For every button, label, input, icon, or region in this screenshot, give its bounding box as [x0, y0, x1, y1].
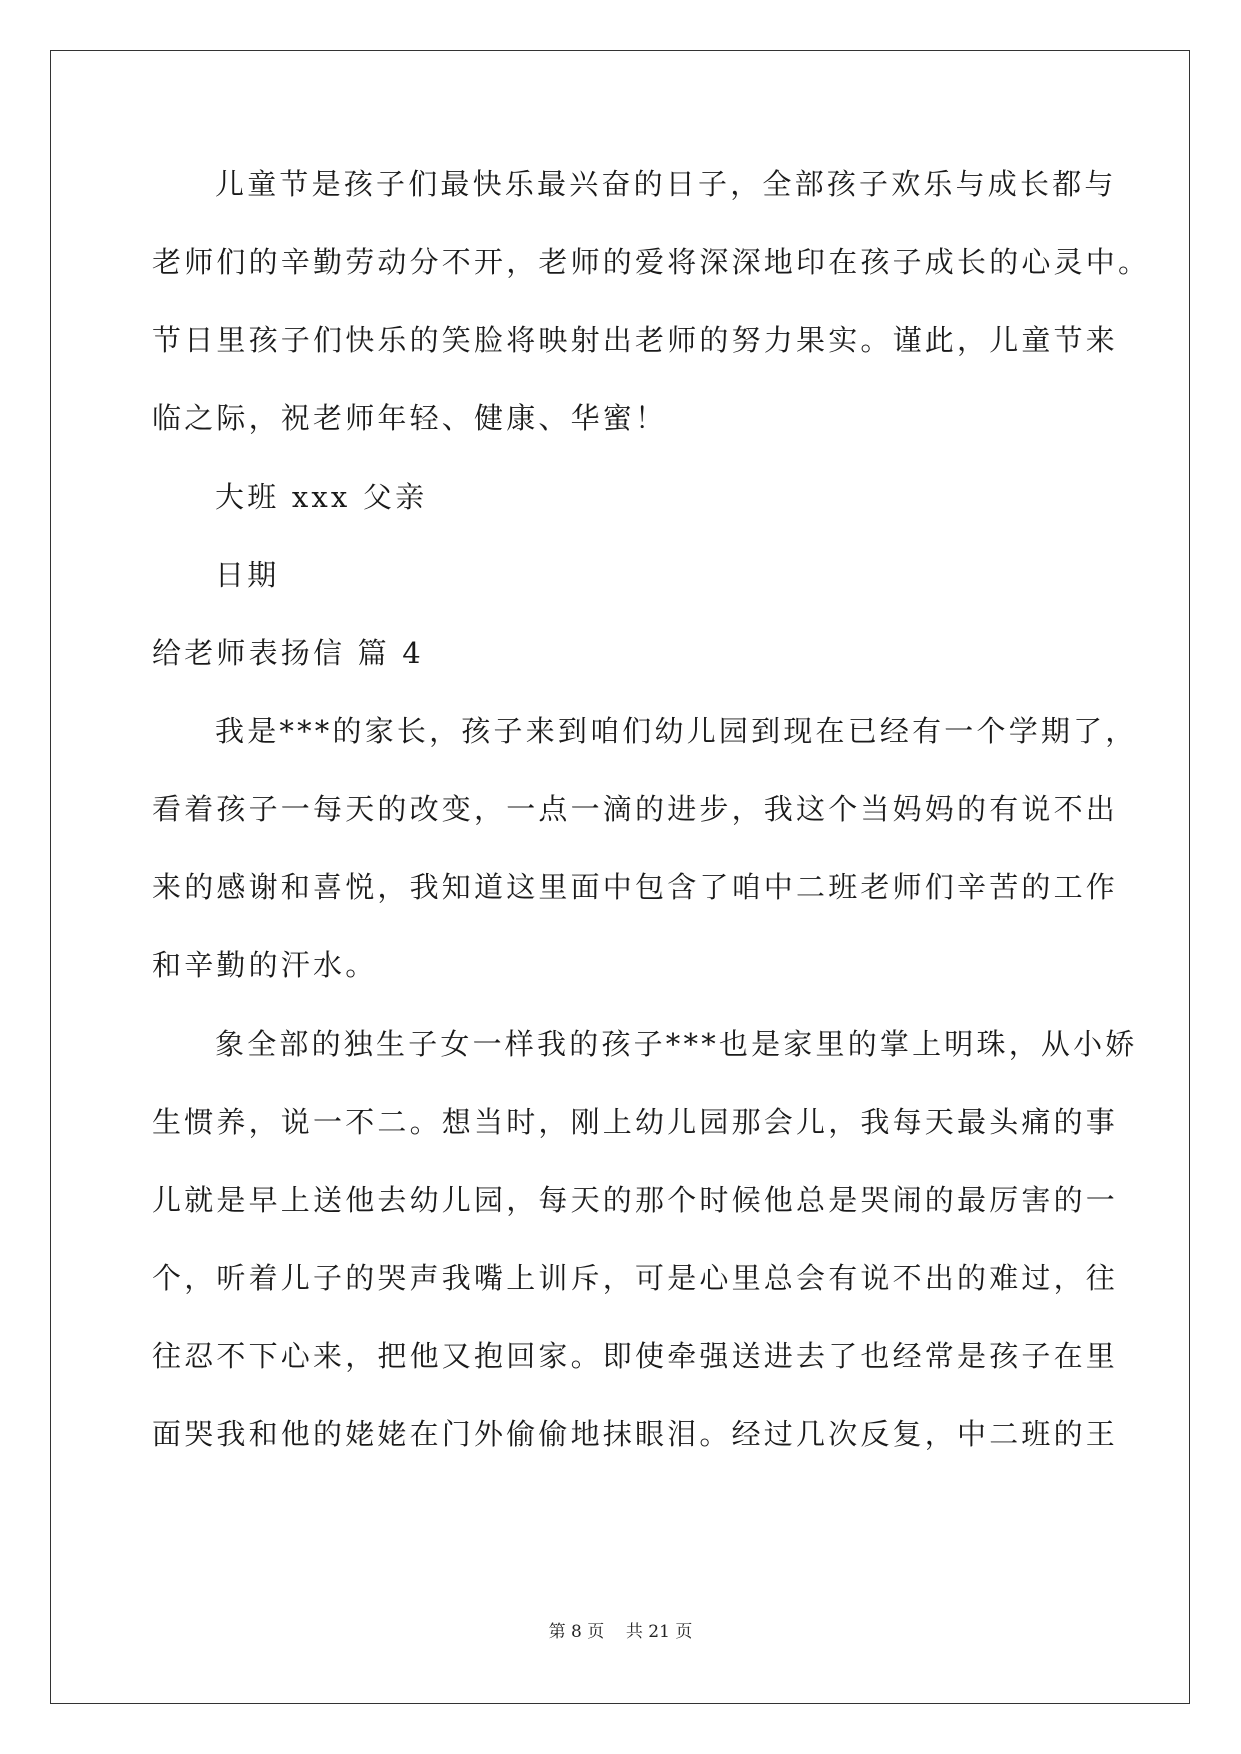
section-title: 给老师表扬信 篇 4	[152, 636, 424, 670]
paragraph-line: 面哭我和他的姥姥在门外偷偷地抹眼泪。经过几次反复，中二班的王	[152, 1417, 1119, 1451]
paragraph-line: 看着孩子一每天的改变，一点一滴的进步，我这个当妈妈的有说不出	[152, 792, 1119, 826]
paragraph-line: 节日里孩子们快乐的笑脸将映射出老师的努力果实。谨此，儿童节来	[152, 323, 1119, 357]
paragraph-line: 我是***的家长，孩子来到咱们幼儿园到现在已经有一个学期了，	[215, 714, 1138, 748]
page-number: 第 8 页	[548, 1622, 605, 1642]
paragraph-line: 往忍不下心来，把他又抱回家。即使牵强送进去了也经常是孩子在里	[152, 1339, 1119, 1373]
signature-line: 大班 xxx 父亲	[215, 480, 428, 514]
paragraph-line: 来的感谢和喜悦，我知道这里面中包含了咱中二班老师们辛苦的工作	[152, 870, 1119, 904]
paragraph-line: 老师们的辛勤劳动分不开，老师的爱将深深地印在孩子成长的心灵中。	[152, 245, 1151, 279]
paragraph-line: 个，听着儿子的哭声我嘴上训斥，可是心里总会有说不出的难过，往	[152, 1261, 1119, 1295]
paragraph-line: 和辛勤的汗水。	[152, 948, 378, 982]
paragraph-line: 儿就是早上送他去幼儿园，每天的那个时候他总是哭闹的最厉害的一	[152, 1183, 1119, 1217]
paragraph-line: 儿童节是孩子们最快乐最兴奋的日子，全部孩子欢乐与成长都与	[215, 167, 1117, 201]
paragraph-line: 生惯养，说一不二。想当时，刚上幼儿园那会儿，我每天最头痛的事	[152, 1105, 1119, 1139]
date-line: 日期	[215, 558, 280, 592]
page-footer	[0, 1620, 1241, 1644]
paragraph-line: 象全部的独生子女一样我的孩子***也是家里的掌上明珠，从小娇	[215, 1027, 1138, 1061]
page-total: 共 21 页	[625, 1622, 693, 1642]
paragraph-line: 临之际，祝老师年轻、健康、华蜜！	[152, 401, 668, 435]
